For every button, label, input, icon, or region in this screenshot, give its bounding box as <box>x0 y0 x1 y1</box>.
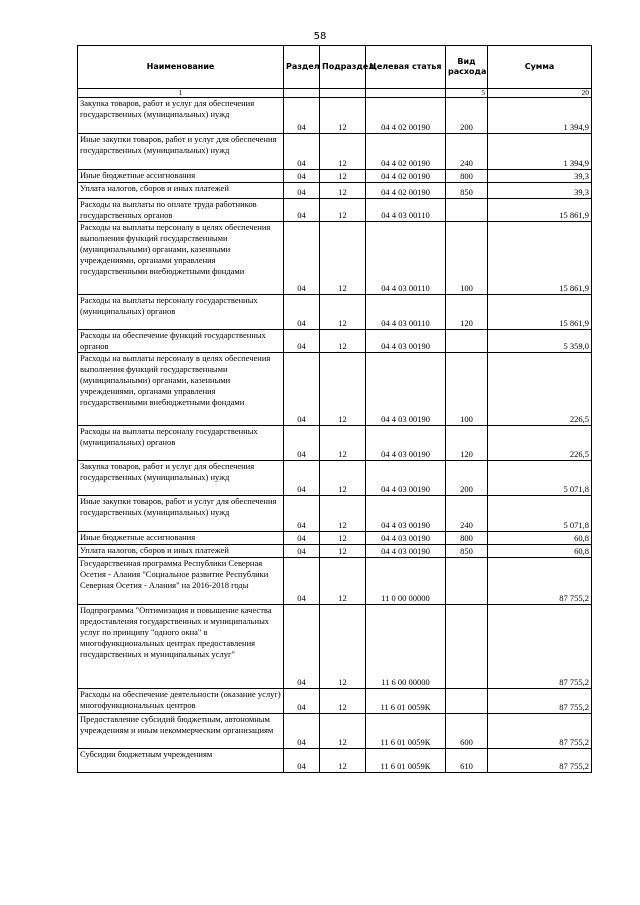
cell-vid: 100 <box>446 353 488 426</box>
page-number: 58 <box>313 31 327 42</box>
cell-tselevaya: 04 4 03 00190 <box>366 426 446 461</box>
header-tselevaya: Целевая статья <box>366 46 446 89</box>
table-row <box>78 134 592 170</box>
cell-summa: 87 755,2 <box>488 714 592 749</box>
table-row <box>78 98 592 134</box>
cell-tselevaya: 04 4 02 00190 <box>366 134 446 170</box>
cell-razdel: 04 <box>284 183 320 199</box>
cell-summa: 87 755,2 <box>488 689 592 714</box>
table-row <box>78 170 592 183</box>
table-row <box>78 199 592 222</box>
cell-name: Государственная программа Республики Северная Осетия - Алания "Социальное развитие Республики Северная Осетия - Алания" на 2016-2018 годы <box>78 558 284 605</box>
column-number-1: 1 <box>78 89 284 98</box>
cell-razdel: 04 <box>284 558 320 605</box>
cell-summa: 1 394,9 <box>488 134 592 170</box>
cell-name: Субсидии бюджетным учреждениям <box>78 749 284 773</box>
cell-name: Закупка товаров, работ и услуг для обеспечения государственных (муниципальных) нужд <box>78 98 284 134</box>
cell-name: Расходы на обеспечение функций государственных органов <box>78 330 284 353</box>
cell-podrazdel: 12 <box>320 170 366 183</box>
cell-name: Расходы на выплаты по оплате труда работников государственных органов <box>78 199 284 222</box>
cell-summa: 60,8 <box>488 532 592 545</box>
cell-razdel: 04 <box>284 199 320 222</box>
column-number-row <box>78 89 592 98</box>
cell-name: Закупка товаров, работ и услуг для обеспечения государственных (муниципальных) нужд <box>78 461 284 496</box>
cell-podrazdel: 12 <box>320 183 366 199</box>
cell-podrazdel: 12 <box>320 330 366 353</box>
cell-razdel: 04 <box>284 605 320 689</box>
table-row <box>78 605 592 689</box>
cell-summa: 226,5 <box>488 426 592 461</box>
table-row <box>78 461 592 496</box>
cell-summa: 5 359,0 <box>488 330 592 353</box>
table-row <box>78 426 592 461</box>
cell-tselevaya: 04 4 03 00110 <box>366 222 446 295</box>
cell-razdel: 04 <box>284 170 320 183</box>
cell-vid: 800 <box>446 170 488 183</box>
table-row <box>78 353 592 426</box>
cell-razdel: 04 <box>284 532 320 545</box>
table-row <box>78 330 592 353</box>
cell-vid: 200 <box>446 461 488 496</box>
cell-tselevaya: 04 4 03 00190 <box>366 461 446 496</box>
cell-razdel: 04 <box>284 426 320 461</box>
cell-summa: 15 861,9 <box>488 199 592 222</box>
cell-vid: 100 <box>446 222 488 295</box>
cell-summa: 15 861,9 <box>488 295 592 330</box>
table-row <box>78 183 592 199</box>
header-summa: Сумма <box>488 46 592 89</box>
cell-podrazdel: 12 <box>320 295 366 330</box>
cell-tselevaya: 04 4 03 00190 <box>366 496 446 532</box>
table-row <box>78 558 592 605</box>
cell-vid <box>446 605 488 689</box>
table-header-row <box>78 46 592 89</box>
cell-razdel: 04 <box>284 222 320 295</box>
cell-name: Подпрограмма "Оптимизация и повышение качества предоставления государственных и муниципальных услуг по принципу "одного окна" в многофункциональных центрах предоставления государственных и муниципальных услуг" <box>78 605 284 689</box>
cell-name: Расходы на обеспечение деятельности (оказание услуг) многофункциональных центров <box>78 689 284 714</box>
cell-summa: 15 861,9 <box>488 222 592 295</box>
cell-podrazdel: 12 <box>320 134 366 170</box>
cell-podrazdel: 12 <box>320 199 366 222</box>
cell-name: Расходы на выплаты персоналу в целях обеспечения выполнения функций государственными (муниципальными) органами, казенными учреждениями, органами управления государственными внебюджетными фондами <box>78 353 284 426</box>
cell-vid: 600 <box>446 714 488 749</box>
cell-podrazdel: 12 <box>320 98 366 134</box>
column-number-3 <box>320 89 366 98</box>
cell-tselevaya: 11 6 01 0059К <box>366 689 446 714</box>
cell-tselevaya: 11 6 01 0059К <box>366 749 446 773</box>
cell-vid: 240 <box>446 496 488 532</box>
column-number-2 <box>284 89 320 98</box>
cell-vid: 120 <box>446 295 488 330</box>
cell-vid: 800 <box>446 532 488 545</box>
cell-podrazdel: 12 <box>320 558 366 605</box>
column-number-5: 5 <box>446 89 488 98</box>
cell-podrazdel: 12 <box>320 749 366 773</box>
cell-summa: 87 755,2 <box>488 605 592 689</box>
cell-razdel: 04 <box>284 689 320 714</box>
cell-summa: 39,3 <box>488 183 592 199</box>
cell-summa: 87 755,2 <box>488 558 592 605</box>
cell-tselevaya: 04 4 03 00190 <box>366 353 446 426</box>
cell-tselevaya: 04 4 03 00190 <box>366 330 446 353</box>
header-razdel: Раздел <box>284 46 320 89</box>
cell-summa: 226,5 <box>488 353 592 426</box>
cell-tselevaya: 04 4 02 00190 <box>366 183 446 199</box>
cell-tselevaya: 11 6 00 00000 <box>366 605 446 689</box>
table-row <box>78 689 592 714</box>
table-row <box>78 714 592 749</box>
header-name: Наименование <box>78 46 284 89</box>
cell-podrazdel: 12 <box>320 545 366 558</box>
header-vid: Вид расхода <box>446 46 488 89</box>
cell-podrazdel: 12 <box>320 689 366 714</box>
header-podrazdel: Подраздел <box>320 46 366 89</box>
cell-podrazdel: 12 <box>320 605 366 689</box>
cell-vid <box>446 330 488 353</box>
cell-podrazdel: 12 <box>320 496 366 532</box>
cell-tselevaya: 04 4 03 00110 <box>366 199 446 222</box>
cell-summa: 60,8 <box>488 545 592 558</box>
cell-razdel: 04 <box>284 749 320 773</box>
cell-podrazdel: 12 <box>320 353 366 426</box>
cell-name: Уплата налогов, сборов и иных платежей <box>78 545 284 558</box>
cell-name: Расходы на выплаты персоналу в целях обеспечения выполнения функций государственными (муниципальными) органами, казенными учреждениями, органами управления государственными внебюджетными фондами <box>78 222 284 295</box>
cell-name: Иные закупки товаров, работ и услуг для обеспечения государственных (муниципальных) нужд <box>78 496 284 532</box>
cell-razdel: 04 <box>284 98 320 134</box>
cell-vid <box>446 689 488 714</box>
cell-vid: 610 <box>446 749 488 773</box>
cell-summa: 1 394,9 <box>488 98 592 134</box>
table-row <box>78 496 592 532</box>
cell-tselevaya: 04 4 02 00190 <box>366 170 446 183</box>
cell-name: Иные бюджетные ассигнования <box>78 170 284 183</box>
cell-razdel: 04 <box>284 461 320 496</box>
cell-name: Расходы на выплаты персоналу государственных (муниципальных) органов <box>78 426 284 461</box>
cell-tselevaya: 04 4 02 00190 <box>366 98 446 134</box>
cell-razdel: 04 <box>284 330 320 353</box>
budget-table <box>77 45 592 773</box>
cell-podrazdel: 12 <box>320 426 366 461</box>
cell-vid <box>446 199 488 222</box>
cell-summa: 87 755,2 <box>488 749 592 773</box>
cell-tselevaya: 11 0 00 00000 <box>366 558 446 605</box>
column-number-6: 20 <box>488 89 592 98</box>
cell-podrazdel: 12 <box>320 714 366 749</box>
cell-name: Иные бюджетные ассигнования <box>78 532 284 545</box>
cell-razdel: 04 <box>284 714 320 749</box>
cell-razdel: 04 <box>284 353 320 426</box>
cell-vid: 240 <box>446 134 488 170</box>
cell-razdel: 04 <box>284 295 320 330</box>
cell-vid <box>446 558 488 605</box>
cell-name: Расходы на выплаты персоналу государственных (муниципальных) органов <box>78 295 284 330</box>
cell-podrazdel: 12 <box>320 461 366 496</box>
table-row <box>78 545 592 558</box>
cell-name: Уплата налогов, сборов и иных платежей <box>78 183 284 199</box>
cell-name: Иные закупки товаров, работ и услуг для обеспечения государственных (муниципальных) нужд <box>78 134 284 170</box>
cell-summa: 5 071,8 <box>488 496 592 532</box>
cell-summa: 5 071,8 <box>488 461 592 496</box>
cell-vid: 200 <box>446 98 488 134</box>
cell-vid: 120 <box>446 426 488 461</box>
cell-podrazdel: 12 <box>320 222 366 295</box>
cell-tselevaya: 04 4 03 00110 <box>366 295 446 330</box>
cell-razdel: 04 <box>284 134 320 170</box>
column-number-4 <box>366 89 446 98</box>
table-row <box>78 749 592 773</box>
table-row <box>78 295 592 330</box>
cell-tselevaya: 04 4 03 00190 <box>366 545 446 558</box>
cell-summa: 39,3 <box>488 170 592 183</box>
cell-tselevaya: 04 4 03 00190 <box>366 532 446 545</box>
cell-razdel: 04 <box>284 545 320 558</box>
cell-name: Предоставление субсидий бюджетным, автономным учреждениям и иным некоммерческим организациям <box>78 714 284 749</box>
cell-vid: 850 <box>446 183 488 199</box>
cell-razdel: 04 <box>284 496 320 532</box>
cell-vid: 850 <box>446 545 488 558</box>
cell-podrazdel: 12 <box>320 532 366 545</box>
table-row <box>78 222 592 295</box>
table-body <box>78 98 592 773</box>
table-row <box>78 532 592 545</box>
cell-tselevaya: 11 6 01 0059К <box>366 714 446 749</box>
